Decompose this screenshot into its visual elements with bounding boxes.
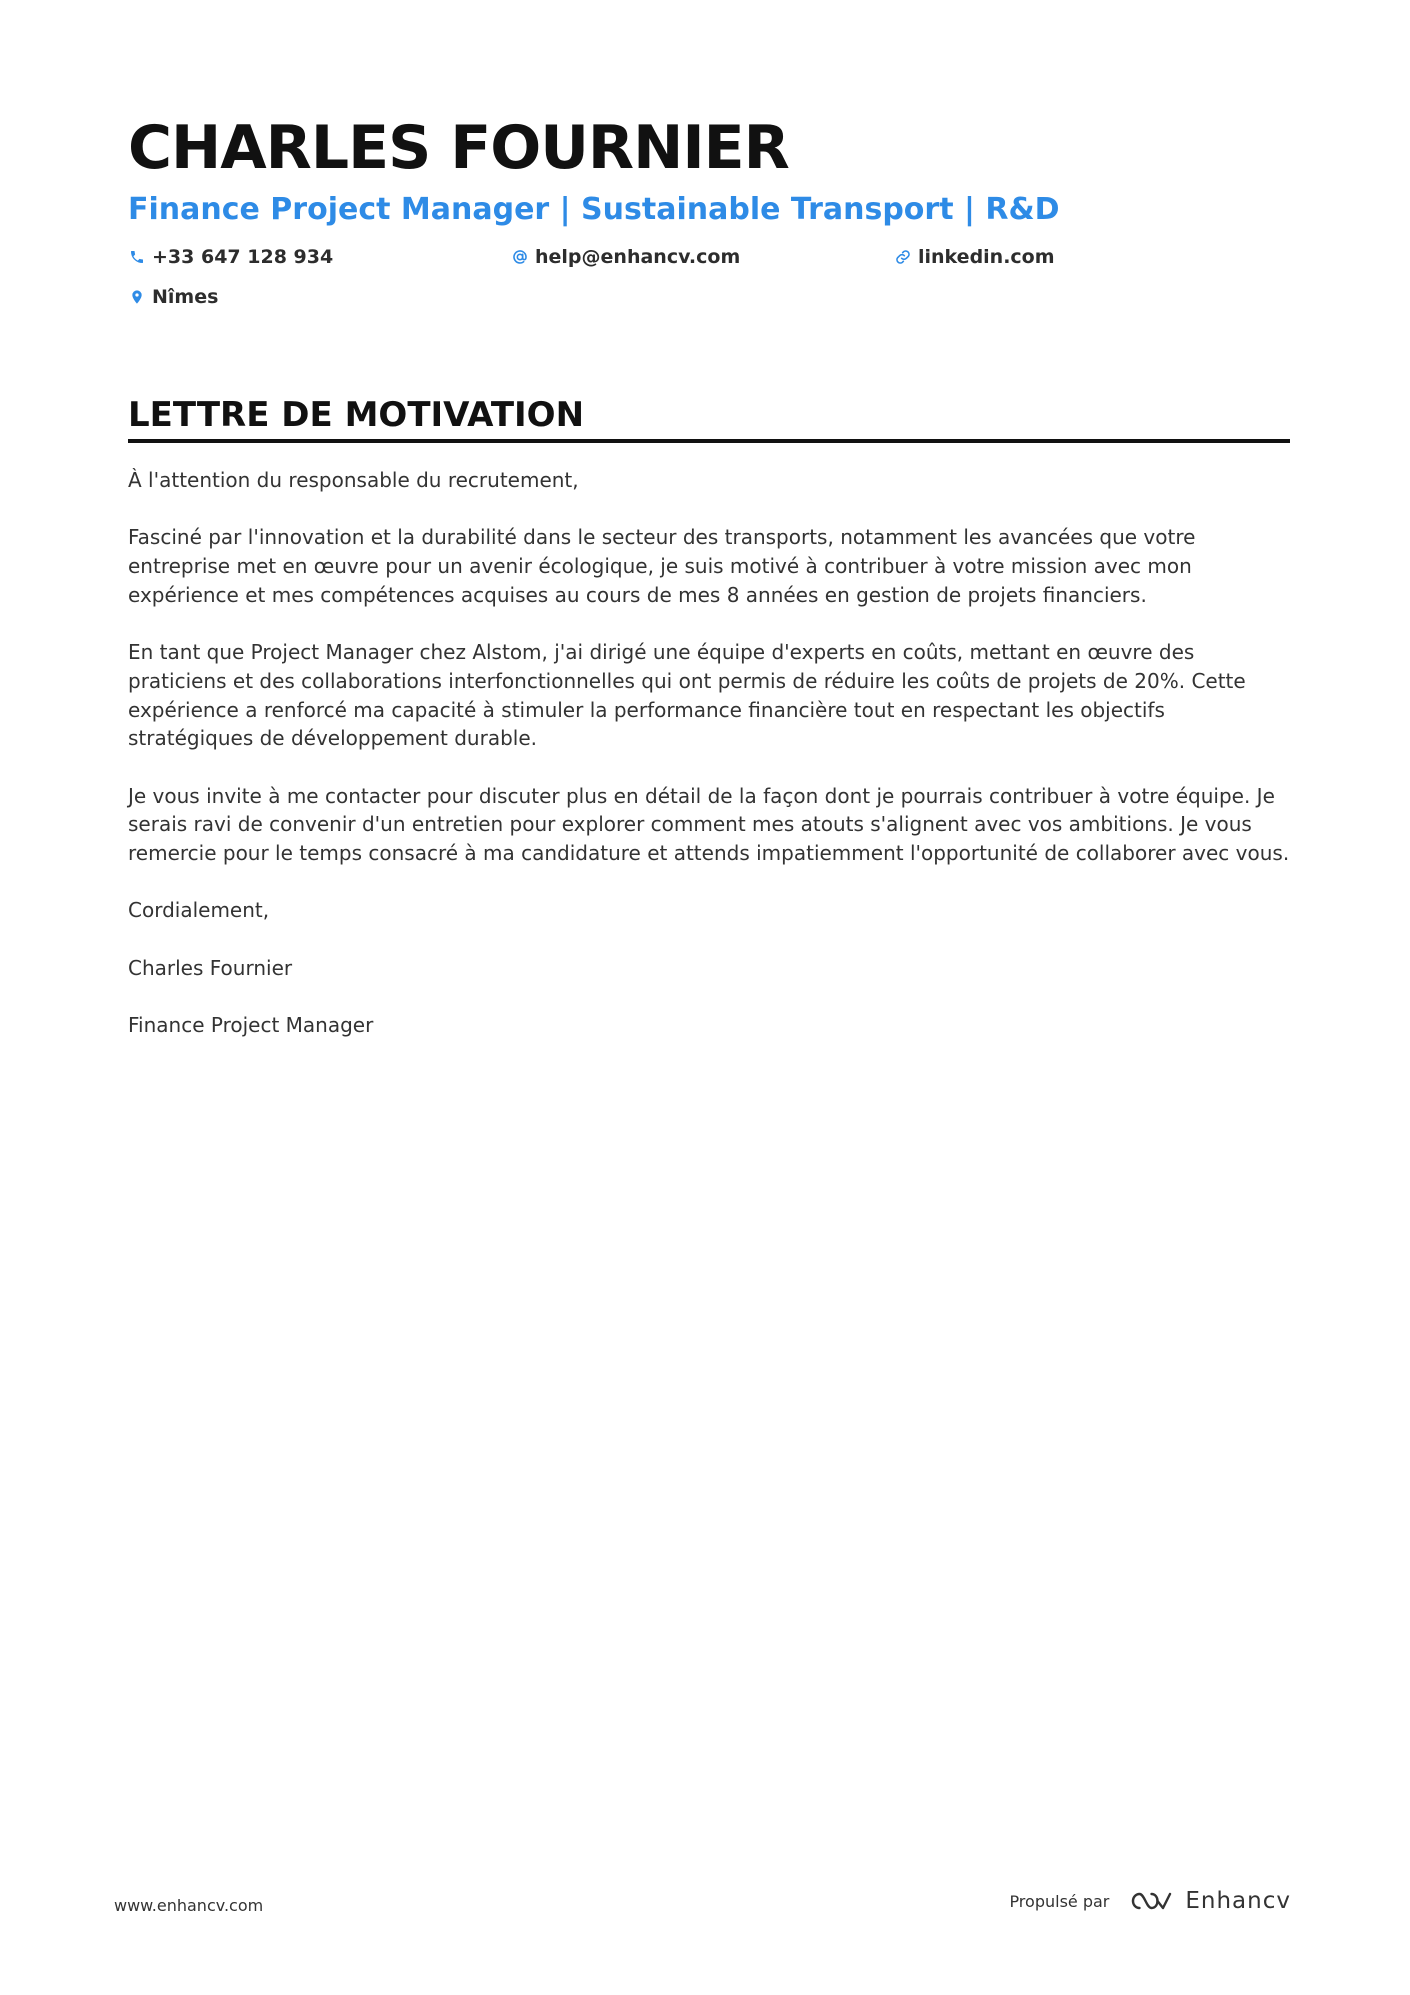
contact-linkedin[interactable]: [894, 244, 1055, 270]
resume-header: [128, 110, 1288, 324]
section-title: LETTRE DE MOTIVATION: [128, 393, 1290, 443]
letter-paragraph: Fasciné par l'innovation et la durabilité dans le secteur des transports, notamment les avancées que votre entreprise met en œuvre pour un avenir écologique, je suis motivé à contribuer à votre mission avec mon expérience et mes compétences acquises au cours de mes 8 années en gestion de projets financiers.: [128, 525, 1196, 607]
enhancv-logo[interactable]: [1129, 1888, 1291, 1914]
link-icon: [894, 248, 912, 266]
footer-branding: [1009, 1888, 1291, 1914]
letter-body: [128, 466, 1293, 1069]
contact-phone[interactable]: [128, 244, 333, 270]
footer-website[interactable]: www.enhancv.com: [114, 1896, 264, 1915]
letter-closing: Cordialement,: [128, 898, 270, 923]
contact-email[interactable]: [511, 244, 740, 270]
powered-by-label: Propulsé par: [1009, 1891, 1110, 1911]
contact-info: [128, 244, 1288, 324]
signature-title: Finance Project Manager: [128, 1013, 374, 1038]
at-icon: [511, 248, 529, 266]
letter-salutation: À l'attention du responsable du recrutement,: [128, 468, 579, 492]
candidate-name: CHARLES FOURNIER: [128, 113, 789, 183]
linkedin-text: linkedin.com: [918, 246, 1055, 268]
candidate-tagline: Finance Project Manager | Sustainable Transport | R&D: [128, 192, 1060, 227]
phone-icon: [128, 248, 146, 266]
brand-name: Enhancv: [1185, 1888, 1291, 1914]
letter-paragraph: Je vous invite à me contacter pour discuter plus en détail de la façon dont je pourrais contribuer à votre équipe. Je serais ravi de convenir d'un entretien pour explorer comment mes atouts s'alignent avec vos ambitions. Je vous remercie pour le temps consacré à ma candidature et attends impatiemment l'opportunité de collaborer avec vous.: [128, 783, 1290, 866]
letter-paragraph: En tant que Project Manager chez Alstom, j'ai dirigé une équipe d'experts en coûts, mettant en œuvre des praticiens et des collaborations interfonctionnelles qui ont permis de réduire les coûts de projets de 20%. Cette expérience a renforcé ma capacité à stimuler la performance financière tout en respectant les objectifs stratégiques de développement durable.: [128, 640, 1246, 751]
enhancv-logo-icon: [1129, 1889, 1173, 1913]
phone-text: +33 647 128 934: [152, 246, 334, 268]
location-text: Nîmes: [152, 286, 219, 308]
email-text: help@enhancv.com: [535, 246, 741, 268]
map-pin-icon: [128, 288, 146, 306]
signature-name: Charles Fournier: [128, 955, 293, 980]
contact-location: [128, 284, 218, 310]
